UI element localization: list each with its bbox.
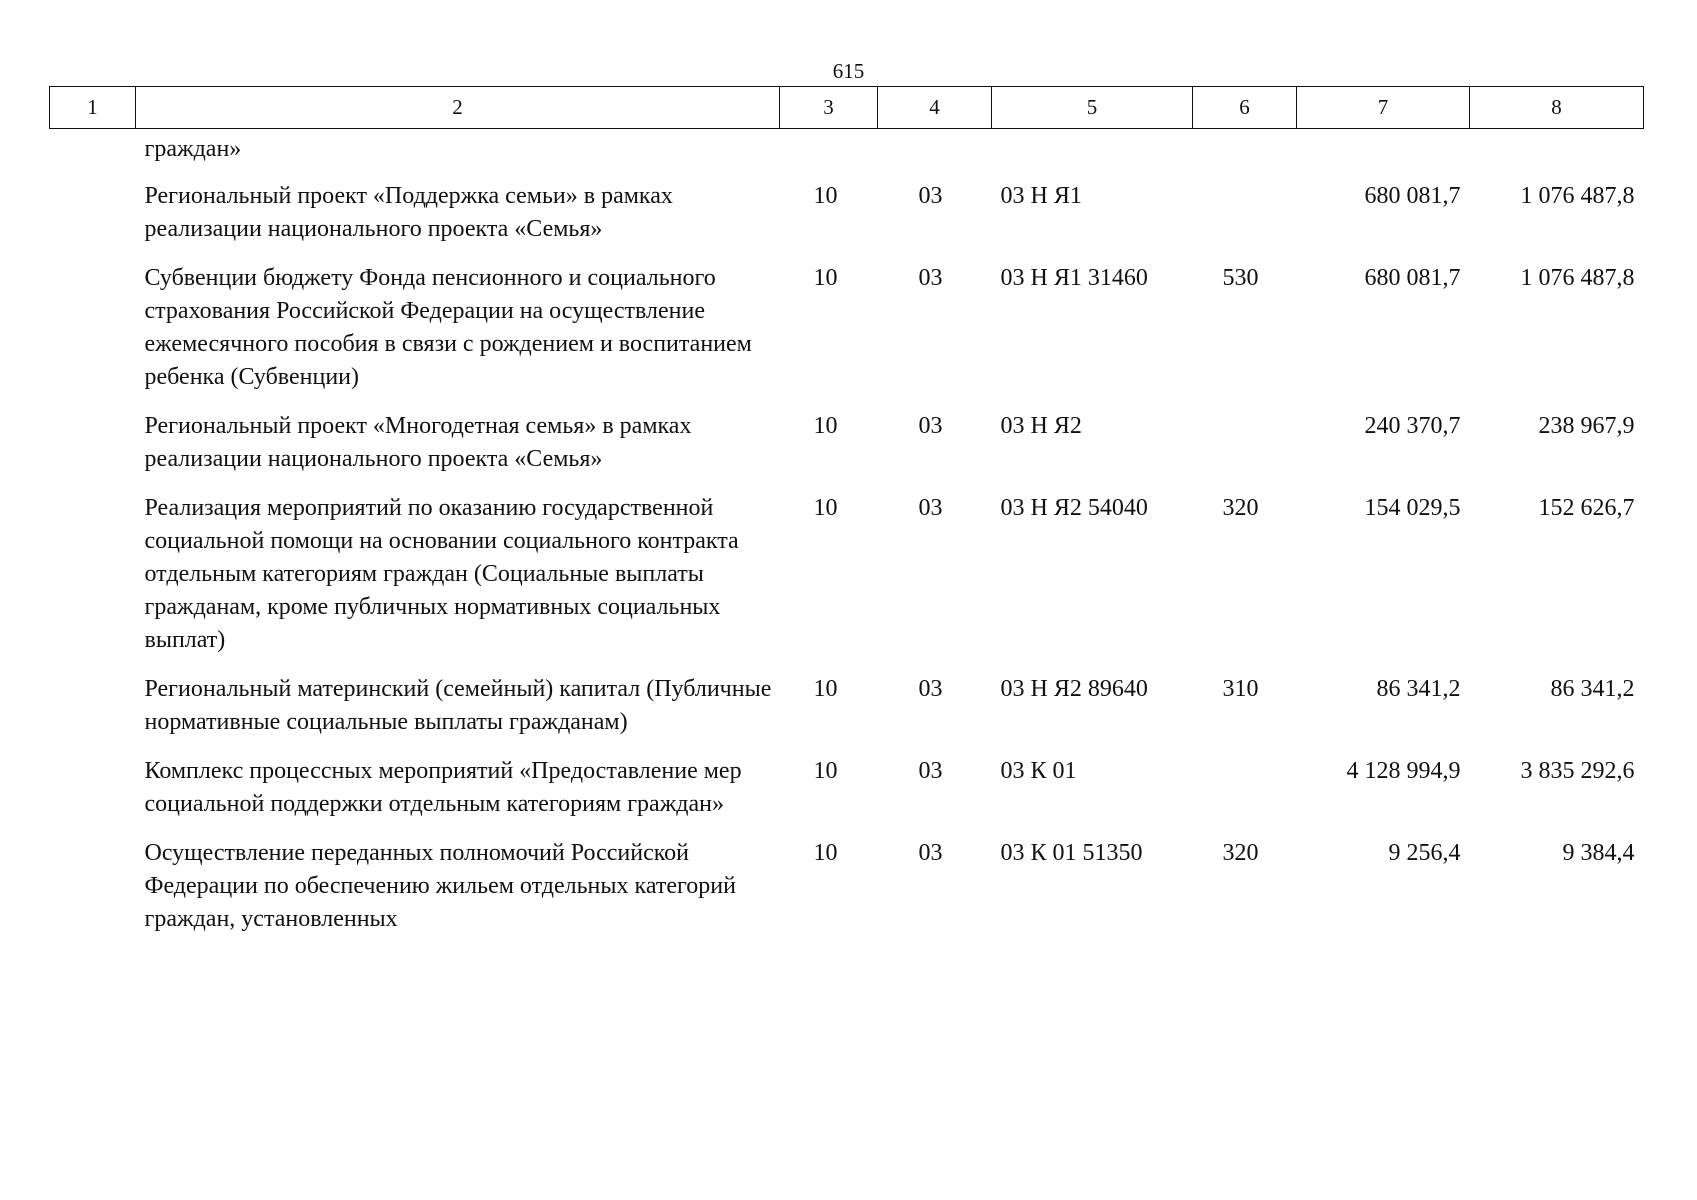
cell-rz: 10 [813,840,838,866]
cell-sum-2: 9 384,4 [1562,840,1635,866]
cell-empty [50,492,136,673]
cell-csr: 03 Н Я1 31460 [1000,265,1148,291]
cell-vr: 320 [1222,495,1259,521]
cell-sum-1: 154 029,5 [1364,495,1461,521]
cell-csr: 03 Н Я2 [1000,413,1082,439]
table-row [50,492,1644,673]
cell-empty [50,180,136,262]
cell-csr: 03 Н Я2 54040 [1000,495,1148,521]
cell-sum-2: 86 341,2 [1550,676,1635,702]
cell-rz: 10 [813,265,838,291]
cell-pr: 03 [918,758,943,784]
cell-vr: 530 [1222,265,1259,291]
table-row [50,410,1644,492]
cell-pr: 03 [918,413,943,439]
cell-rz: 10 [813,183,838,209]
cell-rz: 10 [813,676,838,702]
cell-name: граждан» [144,136,242,162]
cell-sum-1: 680 081,7 [1364,183,1461,209]
cell-name: Комплекс процессных мероприятий «Предоставление мер социальной поддержки отдельным категориям граждан» [144,758,742,817]
cell-sum-2: 152 626,7 [1538,495,1635,521]
cell-rz: 10 [813,413,838,439]
cell-sum-1: 9 256,4 [1388,840,1461,866]
header-col-4: 4 [878,87,992,129]
cell-pr: 03 [918,840,943,866]
cell-pr [878,129,992,181]
cell-sum-1 [1297,129,1470,181]
header-col-5: 5 [992,87,1193,129]
cell-vr [1193,410,1297,492]
cell-empty [50,262,136,410]
cell-sum-1: 680 081,7 [1364,265,1461,291]
cell-csr [992,129,1193,181]
cell-rz: 10 [813,495,838,521]
header-col-8: 8 [1470,87,1644,129]
cell-vr: 320 [1222,840,1259,866]
cell-sum-2: 1 076 487,8 [1520,265,1635,291]
cell-csr: 03 К 01 51350 [1000,840,1143,866]
header-row [50,87,1644,129]
cell-sum-1: 240 370,7 [1364,413,1461,439]
cell-pr: 03 [918,265,943,291]
cell-pr: 03 [918,676,943,702]
page-number: 615 [832,59,865,83]
cell-name: Субвенции бюджету Фонда пенсионного и социального страхования Российской Федерации на осуществление ежемесячного пособия в связи с рождением и воспитанием ребенка (Субвенции) [144,265,752,390]
cell-pr: 03 [918,183,943,209]
cell-empty [50,755,136,837]
cell-name: Осуществление переданных полномочий Российской Федерации по обеспечению жильем отдельных категорий граждан, установленных [144,840,736,932]
cell-empty [50,673,136,755]
cell-vr [1193,755,1297,837]
cell-name: Реализация мероприятий по оказанию государственной социальной помощи на основании социального контракта отдельным категориям граждан (Социальные выплаты гражданам, кроме публичных нормативных социальных выплат) [144,495,739,653]
cell-vr [1193,129,1297,181]
cell-name: Региональный проект «Поддержка семьи» в рамках реализации национального проекта «Семья» [144,183,673,242]
cell-sum-1: 86 341,2 [1376,676,1461,702]
table-row [50,262,1644,410]
header-col-6: 6 [1193,87,1297,129]
cell-sum-2 [1470,129,1644,181]
cell-rz: 10 [813,758,838,784]
table-body [50,129,1644,953]
header-col-1: 1 [50,87,136,129]
cell-csr: 03 К 01 [1000,758,1077,784]
header-col-2: 2 [136,87,780,129]
cell-rz [780,129,878,181]
table-row [50,180,1644,262]
cell-pr: 03 [918,495,943,521]
cell-sum-2: 1 076 487,8 [1520,183,1635,209]
cell-empty [50,410,136,492]
cell-csr: 03 Н Я1 [1000,183,1082,209]
table-row [50,837,1644,952]
cell-vr: 310 [1222,676,1259,702]
header-col-3: 3 [780,87,878,129]
header-col-7: 7 [1297,87,1470,129]
cell-vr [1193,180,1297,262]
budget-table [49,86,1644,952]
cell-empty [50,129,136,181]
cell-name: Региональный материнский (семейный) капитал (Публичные нормативные социальные выплаты гражданам) [144,676,772,735]
cell-sum-2: 3 835 292,6 [1520,758,1635,784]
table-row [50,673,1644,755]
cell-sum-2: 238 967,9 [1538,413,1635,439]
cell-name: Региональный проект «Многодетная семья» в рамках реализации национального проекта «Семья» [144,413,692,472]
table-row [50,129,1644,181]
table-row [50,755,1644,837]
table-header [50,87,1644,129]
cell-sum-1: 4 128 994,9 [1346,758,1461,784]
cell-csr: 03 Н Я2 89640 [1000,676,1148,702]
cell-empty [50,837,136,952]
